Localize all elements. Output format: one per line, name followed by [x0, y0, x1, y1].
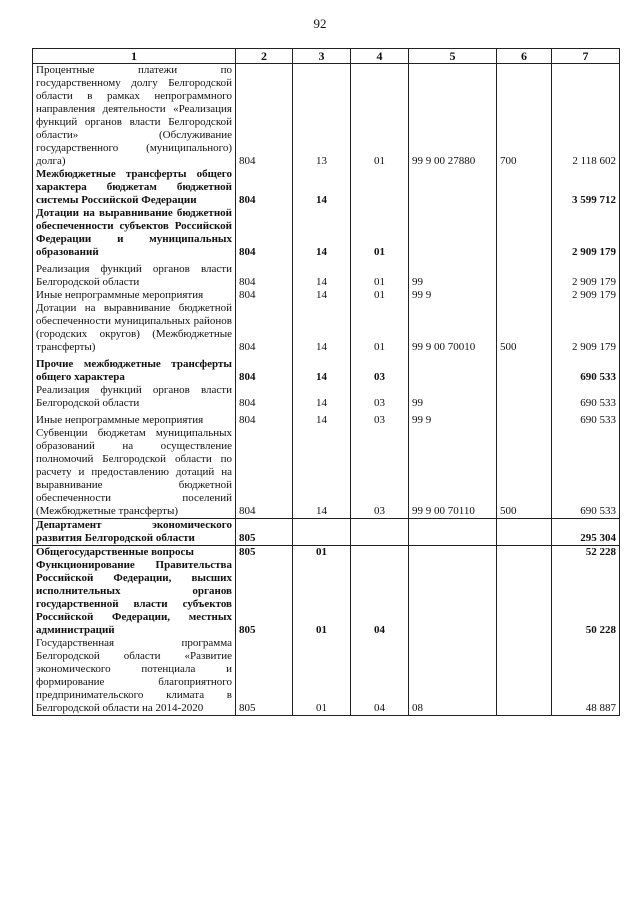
subsection-code: 01 — [351, 302, 409, 354]
amount: 50 228 — [552, 559, 620, 637]
budget-table — [32, 48, 620, 716]
expense-type-code: 500 — [497, 302, 552, 354]
department-code: 804 — [236, 259, 293, 289]
section-code: 01 — [293, 637, 351, 716]
row-name: Иные непрограммные мероприятия — [33, 410, 236, 427]
amount: 2 909 179 — [552, 302, 620, 354]
subsection-code — [351, 519, 409, 546]
subsection-code — [351, 546, 409, 560]
target-article-code: 99 9 — [409, 289, 497, 302]
expense-type-code — [497, 559, 552, 637]
table-row — [33, 207, 620, 259]
table-body — [33, 64, 620, 716]
subsection-code — [351, 168, 409, 207]
table-row — [33, 168, 620, 207]
amount: 48 887 — [552, 637, 620, 716]
amount: 690 533 — [552, 427, 620, 519]
column-header: 4 — [351, 49, 409, 64]
subsection-code: 04 — [351, 637, 409, 716]
section-code: 14 — [293, 427, 351, 519]
row-name: Дотации на выравнивание бюджетной обеспеченности муниципальных районов (городских округов) (Межбюджетные трансферты) — [33, 302, 236, 354]
subsection-code: 04 — [351, 559, 409, 637]
row-name: Субвенции бюджетам муниципальных образований на осуществление полномочий Белгородской области по расчету и предоставлению дотаций на выравнивание бюджетной обеспеченности поселений (Межбюджетные трансферты) — [33, 427, 236, 519]
amount: 2 118 602 — [552, 64, 620, 169]
subsection-code: 03 — [351, 410, 409, 427]
target-article-code — [409, 354, 497, 384]
table-row — [33, 384, 620, 410]
target-article-code: 08 — [409, 637, 497, 716]
department-code: 805 — [236, 637, 293, 716]
expense-type-code — [497, 637, 552, 716]
amount: 52 228 — [552, 546, 620, 560]
department-code: 805 — [236, 559, 293, 637]
amount: 690 533 — [552, 354, 620, 384]
table-row — [33, 410, 620, 427]
expense-type-code — [497, 259, 552, 289]
department-code: 804 — [236, 64, 293, 169]
row-name: Иные непрограммные мероприятия — [33, 289, 236, 302]
table-row — [33, 427, 620, 519]
expense-type-code — [497, 410, 552, 427]
section-code: 01 — [293, 559, 351, 637]
expense-type-code — [497, 519, 552, 546]
section-code — [293, 519, 351, 546]
expense-type-code — [497, 289, 552, 302]
department-code: 804 — [236, 302, 293, 354]
column-header: 3 — [293, 49, 351, 64]
table-row — [33, 354, 620, 384]
expense-type-code — [497, 384, 552, 410]
amount: 690 533 — [552, 410, 620, 427]
section-code: 14 — [293, 168, 351, 207]
target-article-code: 99 9 00 70110 — [409, 427, 497, 519]
department-code: 804 — [236, 384, 293, 410]
section-code: 14 — [293, 302, 351, 354]
section-code: 14 — [293, 384, 351, 410]
section-code: 14 — [293, 354, 351, 384]
subsection-code: 03 — [351, 384, 409, 410]
table-row — [33, 519, 620, 546]
target-article-code — [409, 519, 497, 546]
expense-type-code — [497, 207, 552, 259]
department-code: 804 — [236, 427, 293, 519]
row-name: Дотации на выравнивание бюджетной обеспеченности субъектов Российской Федерации и муниципальных образований — [33, 207, 236, 259]
column-header: 1 — [33, 49, 236, 64]
column-header: 5 — [409, 49, 497, 64]
expense-type-code: 700 — [497, 64, 552, 169]
department-code: 805 — [236, 546, 293, 560]
row-name: Государственная программа Белгородской области «Развитие экономического потенциала и формирование благоприятного предпринимательского климата в Белгородской области на 2014-2020 — [33, 637, 236, 716]
row-name: Процентные платежи по государственному долгу Белгородской области в рамках непрограммного направления деятельности «Реализация функций органов власти Белгородской области» (Обслуживание государственного (муниципального) долга) — [33, 64, 236, 169]
column-header: 6 — [497, 49, 552, 64]
row-name: Функционирование Правительства Российской Федерации, высших исполнительных органов государственной власти субъектов Российской Федерации, местных администраций — [33, 559, 236, 637]
row-name: Прочие межбюджетные трансферты общего характера — [33, 354, 236, 384]
target-article-code: 99 — [409, 259, 497, 289]
subsection-code: 01 — [351, 64, 409, 169]
table-row — [33, 259, 620, 289]
target-article-code — [409, 207, 497, 259]
column-header: 2 — [236, 49, 293, 64]
section-code: 14 — [293, 289, 351, 302]
target-article-code: 99 — [409, 384, 497, 410]
expense-type-code — [497, 546, 552, 560]
table-row — [33, 546, 620, 560]
section-code: 14 — [293, 207, 351, 259]
table-row — [33, 64, 620, 169]
target-article-code — [409, 559, 497, 637]
row-name: Общегосударственные вопросы — [33, 546, 236, 560]
subsection-code: 03 — [351, 354, 409, 384]
subsection-code: 01 — [351, 259, 409, 289]
target-article-code — [409, 546, 497, 560]
amount: 690 533 — [552, 384, 620, 410]
table-row — [33, 559, 620, 637]
row-name: Реализация функций органов власти Белгородской области — [33, 259, 236, 289]
subsection-code: 01 — [351, 289, 409, 302]
table-header-row — [33, 49, 620, 64]
table-row — [33, 302, 620, 354]
target-article-code: 99 9 — [409, 410, 497, 427]
department-code: 804 — [236, 410, 293, 427]
row-name: Департамент экономического развития Белгородской области — [33, 519, 236, 546]
row-name: Межбюджетные трансферты общего характера бюджетам бюджетной системы Российской Федерации — [33, 168, 236, 207]
row-name: Реализация функций органов власти Белгородской области — [33, 384, 236, 410]
section-code: 13 — [293, 64, 351, 169]
subsection-code: 01 — [351, 207, 409, 259]
column-header: 7 — [552, 49, 620, 64]
section-code: 01 — [293, 546, 351, 560]
expense-type-code — [497, 354, 552, 384]
amount: 2 909 179 — [552, 259, 620, 289]
amount: 295 304 — [552, 519, 620, 546]
subsection-code: 03 — [351, 427, 409, 519]
page-number: 92 — [313, 16, 327, 31]
department-code: 804 — [236, 207, 293, 259]
department-code: 804 — [236, 354, 293, 384]
target-article-code — [409, 168, 497, 207]
target-article-code: 99 9 00 70010 — [409, 302, 497, 354]
department-code: 804 — [236, 168, 293, 207]
department-code: 805 — [236, 519, 293, 546]
table-row — [33, 637, 620, 716]
amount: 2 909 179 — [552, 289, 620, 302]
table-row — [33, 289, 620, 302]
target-article-code: 99 9 00 27880 — [409, 64, 497, 169]
section-code: 14 — [293, 410, 351, 427]
expense-type-code — [497, 168, 552, 207]
amount: 3 599 712 — [552, 168, 620, 207]
section-code: 14 — [293, 259, 351, 289]
department-code: 804 — [236, 289, 293, 302]
amount: 2 909 179 — [552, 207, 620, 259]
expense-type-code: 500 — [497, 427, 552, 519]
